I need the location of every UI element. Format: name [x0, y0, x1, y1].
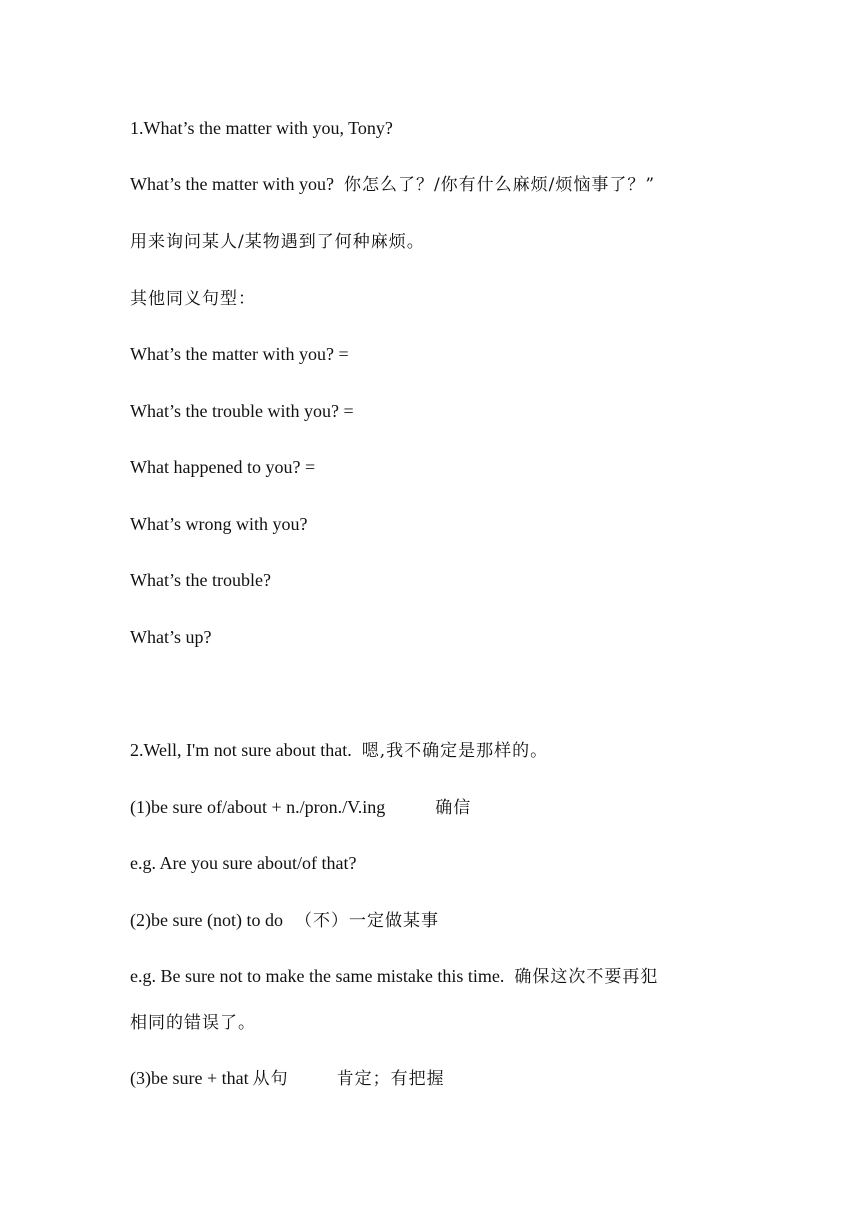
synonym-item: What’s the trouble? [130, 570, 271, 590]
usage-note-line: 用来询问某人/某物遇到了何种麻烦。 [130, 232, 425, 252]
matter-question-en: What’s the matter with you? [130, 174, 334, 194]
synonym-item: What’s wrong with you? [130, 514, 308, 534]
section-2-heading-cn: 嗯,我不确定是那样的。 [361, 741, 549, 761]
synonym-item: What happened to you? = [130, 457, 316, 477]
usage-item-1-example: e.g. Are you sure about/of that? [130, 853, 357, 873]
synonym-item: What’s the matter with you? = [130, 344, 349, 364]
section-2-heading-en: 2.Well, I'm not sure about that. [130, 740, 352, 760]
usage-item-2-example-continued: 相同的错误了。 [130, 1013, 256, 1033]
usage-item-2-example: e.g. Be sure not to make the same mistake this time. 确保这次不要再犯 [130, 966, 659, 987]
synonym-item: What’s up? [130, 627, 212, 647]
section-1-heading: 1.What’s the matter with you, Tony? [130, 118, 393, 138]
synonyms-label: 其他同义句型： [130, 289, 256, 309]
usage-item-1: (1)be sure of/about + n./pron./V.ing 确信 [130, 797, 472, 818]
matter-question-cn: 你怎么了？/你有什么麻烦/烦恼事了？” [343, 175, 656, 195]
synonym-item: What’s the trouble with you? = [130, 401, 354, 421]
matter-explanation-line [130, 172, 655, 197]
section-2-heading [130, 738, 548, 763]
usage-item-2: (2)be sure (not) to do （不）一定做某事 [130, 910, 439, 931]
usage-item-3: (3)be sure + that 从句 肯定；有把握 [130, 1068, 445, 1089]
